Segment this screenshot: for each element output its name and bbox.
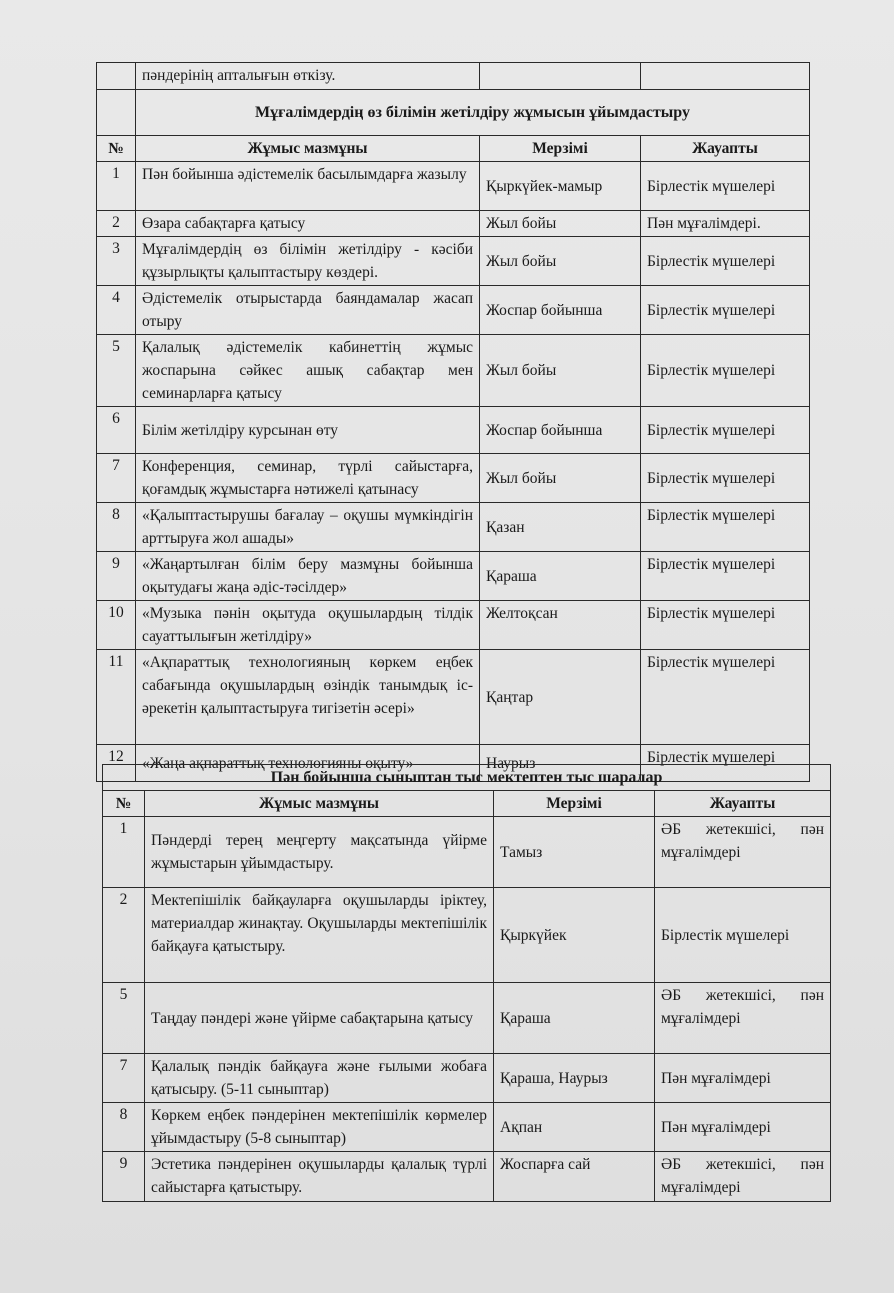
row-number: 9 [97,552,136,601]
header-num: № [103,791,145,817]
row-content: Эстетика пәндерінен оқушыларды қалалық түрлі сайыстарға қатыстыру. [145,1152,494,1202]
row-number: 1 [97,162,136,211]
row-term: Қаңтар [480,650,641,745]
row-content: Әдістемелік отырыстарда баяндамалар жасап отыру [136,286,480,335]
row-responsible: ӘБ жетекшісі, пән мұғалімдері [655,983,831,1054]
row-term: Қыркүйек [494,888,655,983]
row-content: «Жаңа ақпараттық технологияны оқыту» [136,745,480,782]
table-header-row [97,136,810,162]
header-content: Жұмыс мазмұны [145,791,494,817]
row-responsible: ӘБ жетекшісі, пән мұғалімдері [655,1152,831,1202]
header-num: № [97,136,136,162]
table-row [103,1152,831,1202]
row-content: Таңдау пәндері және үйірме сабақтарына қатысу [145,983,494,1054]
continuation-text: пәндерінің апталығын өткізу. [136,63,480,90]
row-responsible: Бірлестік мүшелері [641,650,810,745]
row-responsible: Бірлестік мүшелері [641,335,810,407]
header-term: Мерзімі [480,136,641,162]
row-number: 12 [97,745,136,782]
table-row [103,1103,831,1152]
table-header-row [103,791,831,817]
self-development-table [96,62,810,782]
row-number: 11 [97,650,136,745]
row-content: Өзара сабақтарға қатысу [136,211,480,237]
row-responsible: Бірлестік мүшелері [641,503,810,552]
row-responsible: Пән мұғалімдері. [641,211,810,237]
row-content: Мектепішілік байқауларға оқушыларды іріктеу, материалдар жинақтау. Оқушыларды мектепішілік байқауға қатыстыру. [145,888,494,983]
row-content: Конференция, семинар, түрлі сайыстарға, қоғамдық жұмыстарға нәтижелі қатынасу [136,454,480,503]
row-number: 5 [97,335,136,407]
row-number: 1 [103,817,145,888]
row-content: Пәндерді терең меңгерту мақсатында үйірме жұмыстарын ұйымдастыру. [145,817,494,888]
section-title: Мұғалімдердің өз білімін жетілдіру жұмысын ұйымдастыру [136,90,810,136]
row-content: «Ақпараттық технологияның көркем еңбек сабағында оқушылардың өзіндік танымдық іс-әрекетін қалыптастыруға тигізетін әсері» [136,650,480,745]
table-row [103,888,831,983]
row-term: Жыл бойы [480,335,641,407]
row-responsible: Пән мұғалімдері [655,1054,831,1103]
row-term: Жыл бойы [480,211,641,237]
section-title-row [103,765,831,791]
row-term: Жоспарға сай [494,1152,655,1202]
row-number: 7 [103,1054,145,1103]
table-row [97,162,810,211]
row-responsible: Бірлестік мүшелері [641,286,810,335]
table-row [103,817,831,888]
row-number: 4 [97,286,136,335]
table-row [103,1054,831,1103]
row-number: 3 [97,237,136,286]
row-responsible: Бірлестік мүшелері [641,162,810,211]
table-row [97,454,810,503]
row-term: Жоспар бойынша [480,286,641,335]
row-term: Желтоқсан [480,601,641,650]
row-term: Қыркүйек-мамыр [480,162,641,211]
row-term: Ақпан [494,1103,655,1152]
row-term: Жоспар бойынша [480,407,641,454]
table-row [97,237,810,286]
row-term: Жыл бойы [480,237,641,286]
row-content: Қалалық әдістемелік кабинеттің жұмыс жоспарына сәйкес ашық сабақтар мен семинарларға қатысу [136,335,480,407]
continuation-row [97,63,810,90]
row-term: Наурыз [480,745,641,782]
table-row [97,407,810,454]
row-number: 2 [103,888,145,983]
row-responsible: Бірлестік мүшелері [641,454,810,503]
row-term: Қазан [480,503,641,552]
row-responsible: Бірлестік мүшелері [655,888,831,983]
row-term: Қараша, Наурыз [494,1054,655,1103]
row-responsible: Бірлестік мүшелері [641,552,810,601]
table-row [97,335,810,407]
row-content: Мұғалімдердің өз білімін жетілдіру - кәсіби құзырлықты қалыптастыру көздері. [136,237,480,286]
row-number: 6 [97,407,136,454]
table-row [97,552,810,601]
row-content: «Жаңартылған білім беру мазмұны бойынша оқытудағы жаңа әдіс-тәсілдер» [136,552,480,601]
row-term: Жыл бойы [480,454,641,503]
table-row [103,983,831,1054]
section-title-row [97,90,810,136]
table-row [97,503,810,552]
row-responsible: Бірлестік мүшелері [641,601,810,650]
row-number: 5 [103,983,145,1054]
row-content: «Қалыптастырушы бағалау – оқушы мүмкіндігін арттыруға жол ашады» [136,503,480,552]
row-responsible: ӘБ жетекшісі, пән мұғалімдері [655,817,831,888]
row-term: Қараша [494,983,655,1054]
header-content: Жұмыс мазмұны [136,136,480,162]
extracurricular-table [102,764,831,1202]
row-term: Тамыз [494,817,655,888]
table-row [97,650,810,745]
row-number: 10 [97,601,136,650]
table-row [97,286,810,335]
row-responsible: Бірлестік мүшелері [641,237,810,286]
row-number: 8 [103,1103,145,1152]
row-number: 9 [103,1152,145,1202]
row-responsible: Бірлестік мүшелері [641,745,810,782]
row-responsible: Бірлестік мүшелері [641,407,810,454]
row-content: Білім жетілдіру курсынан өту [136,407,480,454]
row-number: 8 [97,503,136,552]
row-content: «Музыка пәнін оқытуда оқушылардың тілдік сауаттылығын жетілдіру» [136,601,480,650]
header-responsible: Жауапты [655,791,831,817]
header-responsible: Жауапты [641,136,810,162]
table-row [97,601,810,650]
header-term: Мерзімі [494,791,655,817]
row-content: Қалалық пәндік байқауға және ғылыми жобаға қатысыру. (5-11 сыныптар) [145,1054,494,1103]
row-responsible: Пән мұғалімдері [655,1103,831,1152]
row-number: 7 [97,454,136,503]
row-term: Қараша [480,552,641,601]
section-title: Пән бойынша сыныптан тыс мектептен тыс шаралар [103,765,831,791]
table-row [97,211,810,237]
row-content: Көркем еңбек пәндерінен мектепішілік көрмелер ұйымдастыру (5-8 сыныптар) [145,1103,494,1152]
row-number: 2 [97,211,136,237]
row-content: Пән бойынша әдістемелік басылымдарға жазылу [136,162,480,211]
